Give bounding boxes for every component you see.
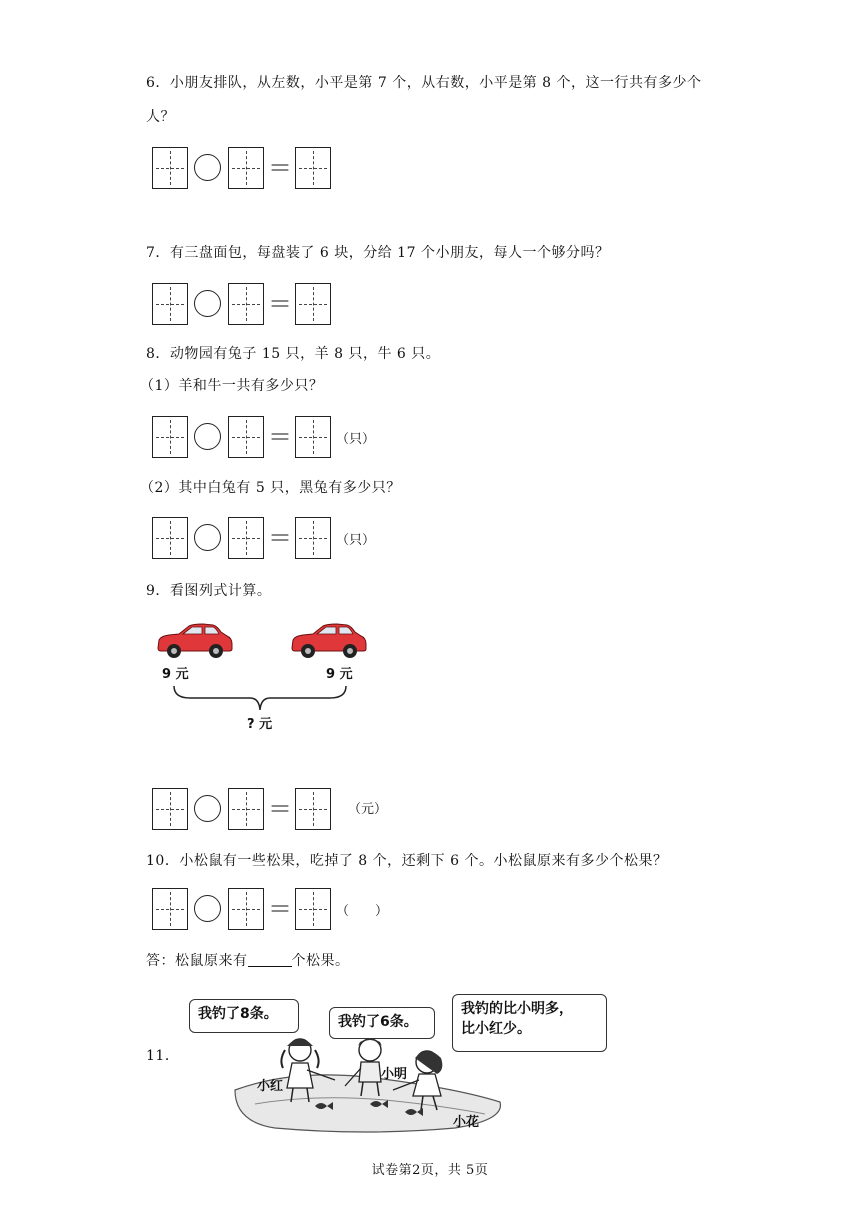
answer-box[interactable] (295, 888, 331, 930)
car-1-illustration (155, 622, 235, 660)
operator-circle[interactable] (194, 290, 221, 317)
page-footer: 试卷第2页，共 5页 (371, 1163, 489, 1178)
q9-number: 9． (146, 583, 170, 599)
answer-box[interactable] (152, 788, 188, 830)
answer-box[interactable] (228, 888, 264, 930)
answer-box[interactable] (152, 416, 188, 458)
answer-suffix: 个松果。 (291, 953, 350, 969)
answer-box[interactable] (228, 517, 264, 559)
q9-body: 看图列式计算。 (169, 583, 272, 599)
q11-number: 11． (146, 1048, 180, 1064)
bubble-text-line2: 比小红少。 (461, 1021, 531, 1037)
q7-text (146, 244, 609, 262)
q6-line2: 人？ (146, 109, 175, 125)
answer-box[interactable] (228, 283, 264, 325)
operator-circle[interactable] (194, 795, 221, 822)
q10-text (146, 852, 667, 870)
answer-box[interactable] (152, 147, 188, 189)
q6-number: 6． (146, 75, 170, 91)
q10-answer (146, 952, 350, 970)
unit-label: （元） (348, 802, 388, 817)
equals-sign: ＝ (268, 795, 292, 823)
speech-bubble-xiaoming (329, 1007, 435, 1039)
name-xiaohua: 小花 (453, 1115, 480, 1130)
q10-number: 10． (146, 853, 180, 869)
bubble-text: 我钓了8条。 (198, 1006, 278, 1022)
q8-number: 8． (146, 346, 170, 362)
answer-box[interactable] (295, 416, 331, 458)
answer-box[interactable] (228, 416, 264, 458)
answer-blank[interactable] (248, 952, 292, 967)
operator-circle[interactable] (194, 895, 221, 922)
operator-circle[interactable] (194, 154, 221, 181)
unit-label: （只） (336, 533, 376, 548)
car-2-illustration (289, 622, 369, 660)
answer-box[interactable] (295, 517, 331, 559)
operator-circle[interactable] (194, 524, 221, 551)
equals-sign: ＝ (268, 423, 292, 451)
name-xiaoming: 小明 (381, 1067, 408, 1082)
equals-sign: ＝ (268, 895, 292, 923)
q6-text (146, 74, 702, 92)
answer-box[interactable] (228, 147, 264, 189)
q8-sub2: （2）其中白兔有 5 只，黑兔有多少只？ (140, 480, 401, 496)
answer-box[interactable] (295, 147, 331, 189)
answer-box[interactable] (152, 283, 188, 325)
speech-bubble-xiaohong (189, 999, 299, 1033)
answer-box[interactable] (295, 788, 331, 830)
operator-circle[interactable] (194, 423, 221, 450)
car-2-price: 9 元 (326, 667, 353, 682)
bubble-text-line1: 我钓的比小明多， (461, 1001, 573, 1017)
equals-sign: ＝ (268, 290, 292, 318)
answer-box[interactable] (295, 283, 331, 325)
q8-sub1: （1）羊和牛一共有多少只？ (140, 378, 324, 394)
q8-text (146, 345, 440, 363)
total-price: ? 元 (247, 717, 273, 732)
q7-body: 有三盘面包，每盘装了 6 块，分给 17 个小朋友，每人一个够分吗？ (169, 245, 610, 261)
q8-body: 动物园有兔子 15 只，羊 8 只，牛 6 只。 (169, 346, 441, 362)
answer-prefix: 答：松鼠原来有 (146, 953, 248, 969)
name-xiaohong: 小红 (257, 1079, 284, 1094)
q10-body: 小松鼠有一些松果，吃掉了 8 个，还剩下 6 个。小松鼠原来有多少个松果？ (179, 853, 668, 869)
speech-bubble-xiaohua (452, 994, 607, 1052)
unit-blank[interactable]: （ ） (336, 904, 389, 919)
equals-sign: ＝ (268, 154, 292, 182)
q7-number: 7． (146, 245, 170, 261)
equals-sign: ＝ (268, 524, 292, 552)
answer-box[interactable] (152, 517, 188, 559)
q6-line1: 小朋友排队，从左数，小平是第 7 个，从右数，小平是第 8 个，这一行共有多少个 (169, 75, 702, 91)
answer-box[interactable] (152, 888, 188, 930)
bubble-text: 我钓了6条。 (338, 1014, 418, 1030)
unit-label: （只） (336, 432, 376, 447)
brace-icon (170, 684, 350, 714)
q9-text (146, 582, 271, 600)
car-1-price: 9 元 (162, 667, 189, 682)
answer-box[interactable] (228, 788, 264, 830)
